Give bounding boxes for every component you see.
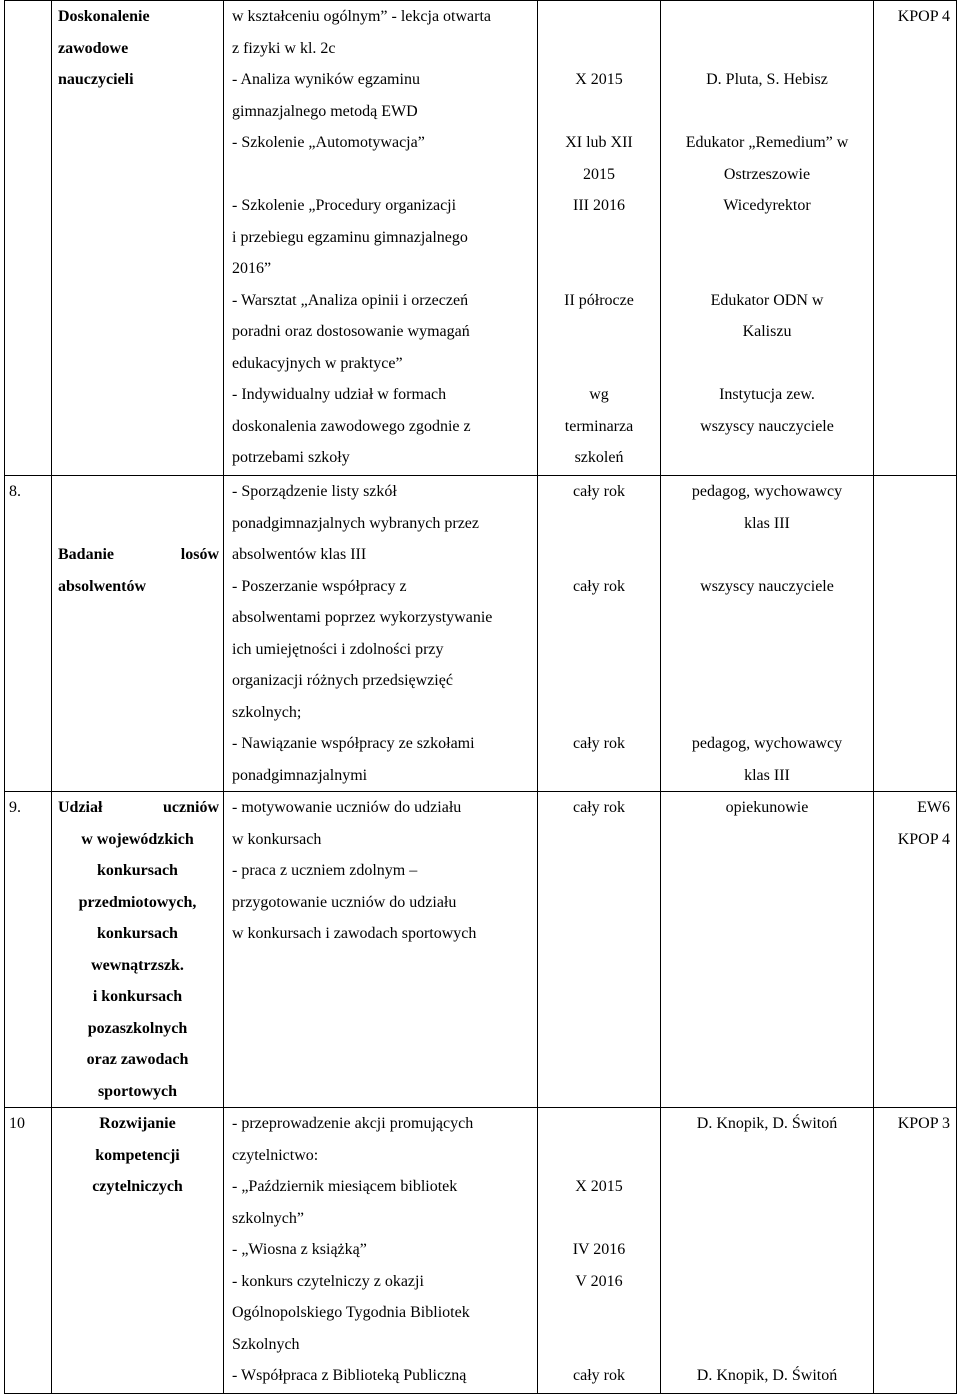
activity-line: absolwentów klas III (232, 546, 367, 563)
activity-line: absolwentami poprzez wykorzystywanie (232, 609, 493, 626)
row-number (9, 1, 51, 33)
term-line: X 2015 (575, 71, 623, 88)
term-line (538, 1329, 660, 1361)
term-line (538, 316, 660, 348)
term-line: X 2015 (575, 1178, 623, 1195)
topic-cell (52, 1, 224, 476)
responsible-line (661, 1171, 873, 1203)
topic-line: kompetencji (95, 1146, 180, 1164)
term-line: cały rok (573, 577, 625, 595)
topic-line: oraz zawodach (86, 1051, 189, 1068)
term-line: cały rok (573, 483, 625, 500)
responsible-line: D. Knopik, D. Świtoń (696, 1115, 838, 1132)
responsible-line: klas III (744, 766, 790, 784)
activity-line: - Sporządzenie listy szkół (232, 483, 397, 500)
topic-cell (52, 1108, 224, 1394)
responsible-line: opiekunowie (725, 799, 809, 816)
responsible-line: D. Pluta, S. Hebisz (706, 71, 828, 88)
table-row (5, 1108, 957, 1394)
indicator-line: KPOP 3 (897, 1115, 950, 1132)
row-number-cell (5, 476, 52, 792)
term-cell (538, 1, 661, 476)
responsible-cell (661, 1108, 874, 1394)
term-line (538, 1297, 660, 1329)
term-line: V 2016 (575, 1272, 623, 1290)
term-line: terminarza (564, 417, 634, 435)
activity-line: - przeprowadzenie akcji promujących (232, 1115, 474, 1132)
term-line (538, 33, 660, 65)
term-line (538, 1, 660, 33)
responsible-line: pedagog, wychowawcy (691, 483, 843, 500)
term-line: wg (589, 386, 609, 403)
term-line (538, 697, 660, 729)
topic-line: konkursach (97, 862, 178, 879)
activity-line: poradni oraz dostosowanie wymagań (232, 323, 470, 340)
responsible-line: D. Knopik, D. Świtoń (696, 1367, 838, 1384)
responsible-line: pedagog, wychowawcy (691, 735, 843, 752)
activity-line: Ogólnopolskiego Tygodnia Bibliotek (232, 1304, 470, 1321)
topic-line (52, 508, 223, 540)
responsible-line (661, 1266, 873, 1298)
indicator-line: KPOP 4 (897, 8, 950, 25)
indicator-cell (874, 792, 957, 1108)
term-line (538, 602, 660, 634)
activity-line: w konkursach (232, 830, 322, 848)
plan-table (4, 0, 957, 1394)
activity-line: edukacyjnych w praktyce” (232, 354, 403, 372)
term-line (538, 508, 660, 540)
activity-line: - praca z uczniem zdolnym – (232, 862, 418, 879)
responsible-line: Ostrzeszowie (723, 165, 811, 183)
term-cell (538, 1108, 661, 1394)
term-cell (538, 792, 661, 1108)
responsible-cell (661, 476, 874, 792)
activity-line: gimnazjalnego metodą EWD (232, 102, 418, 120)
activity-line: - Analiza wyników egzaminu (232, 71, 420, 88)
term-line: II półrocze (564, 291, 634, 309)
responsible-line: Edukator ODN w (710, 291, 824, 309)
term-line: XI lub XII (565, 134, 633, 151)
responsible-line (661, 1234, 873, 1266)
activity-line: - Szkolenie „Automotywacja” (232, 134, 425, 151)
responsible-line (661, 1297, 873, 1329)
term-line (538, 222, 660, 254)
topic-line: przedmiotowych, (78, 893, 197, 911)
term-line (538, 253, 660, 285)
term-line: szkoleń (574, 449, 624, 466)
responsible-line (661, 253, 873, 285)
topic-line: nauczycieli (58, 71, 134, 88)
activity-line: czytelnictwo: (232, 1146, 319, 1164)
activity-line: w konkursach i zawodach sportowych (232, 925, 477, 942)
term-line: III 2016 (573, 197, 625, 214)
row-number: 8. (9, 483, 21, 500)
term-line (538, 634, 660, 666)
responsible-line: Edukator „Remedium” w (685, 134, 849, 151)
term-line (538, 348, 660, 380)
topic-line (52, 476, 223, 508)
activity-line: przygotowanie uczniów do udziału (232, 893, 457, 911)
topic-line: konkursach (97, 925, 178, 942)
topic-line: Doskonalenie (58, 8, 150, 25)
indicator-cell (874, 1, 957, 476)
term-line (538, 539, 660, 571)
activity-line (232, 159, 537, 191)
activity-line: - Warsztat „Analiza opinii i orzeczeń (232, 291, 469, 309)
responsible-line (661, 348, 873, 380)
activity-line: 2016” (232, 260, 272, 277)
topic-line: sportowych (97, 1082, 178, 1100)
activity-line: ponadgimnazjalnych wybranych przez (232, 514, 480, 532)
row-number-cell (5, 1, 52, 476)
term-line: cały rok (573, 1367, 625, 1384)
topic-line: pozaszkolnych (87, 1019, 188, 1037)
activity-line: i przebiegu egzaminu gimnazjalnego (232, 228, 468, 246)
row-number: 10 (9, 1115, 25, 1132)
topic-line: i konkursach (92, 988, 183, 1005)
topic-line: czytelniczych (92, 1178, 183, 1195)
term-line (538, 1140, 660, 1172)
activity-line: - motywowanie uczniów do udziału (232, 799, 462, 816)
responsible-line (661, 222, 873, 254)
activity-line: - Nawiązanie współpracy ze szkołami (232, 735, 475, 752)
responsible-line (661, 602, 873, 634)
activity-line: ich umiejętności i zdolności przy (232, 640, 444, 658)
activity-line: - Indywidualny udział w formach (232, 386, 447, 403)
activity-line: ponadgimnazjalnymi (232, 766, 368, 784)
responsible-line (661, 1203, 873, 1235)
indicator-line: KPOP 4 (897, 830, 950, 848)
responsible-line (661, 665, 873, 697)
term-line (538, 96, 660, 128)
topic-line: Rozwijanie (99, 1115, 176, 1132)
table-row (5, 1, 957, 476)
responsible-line (661, 1, 873, 33)
activity-line: - Poszerzanie współpracy z (232, 577, 407, 595)
activity-line: potrzebami szkoły (232, 449, 350, 466)
plan-table-body (5, 1, 957, 1394)
activity-line: szkolnych” (232, 1209, 304, 1227)
activity-line: organizacji różnych przedsięwzięć (232, 672, 453, 689)
row-number: 9. (9, 799, 21, 816)
responsible-line: Kaliszu (742, 323, 792, 340)
responsible-line: wszyscy nauczyciele (700, 577, 834, 595)
activities-cell (224, 1108, 538, 1394)
responsible-line: Instytucja zew. (719, 386, 815, 403)
responsible-line (661, 33, 873, 65)
responsible-line: Wicedyrektor (723, 197, 811, 214)
responsible-line (661, 1329, 873, 1361)
term-line (538, 760, 660, 792)
topic-line: absolwentów (58, 577, 147, 595)
topic-cell (52, 792, 224, 1108)
activity-line: w kształceniu ogólnym” - lekcja otwarta (232, 8, 492, 25)
activity-line: z fizyki w kl. 2c (232, 39, 336, 57)
topic-line: Udział uczniów (58, 799, 219, 816)
activities-cell (224, 476, 538, 792)
term-line: IV 2016 (572, 1241, 626, 1258)
indicator-line: EW6 (917, 799, 950, 816)
responsible-line (661, 634, 873, 666)
responsible-line (661, 96, 873, 128)
responsible-line (661, 539, 873, 571)
activity-line: szkolnych; (232, 703, 302, 721)
activity-line: - „Październik miesiącem bibliotek (232, 1178, 458, 1195)
activity-line: - Współpraca z Biblioteką Publiczną (232, 1367, 467, 1384)
activity-line: - Szkolenie „Procedury organizacji (232, 197, 457, 214)
activity-line: doskonalenia zawodowego zgodnie z (232, 417, 471, 435)
topic-cell (52, 476, 224, 792)
term-line: cały rok (573, 799, 625, 816)
topic-line: Badanie losów (58, 546, 219, 563)
row-number-cell (5, 792, 52, 1108)
responsible-cell (661, 792, 874, 1108)
activity-line: - konkurs czytelniczy z okazji (232, 1272, 424, 1290)
term-line (538, 1203, 660, 1235)
row-number-cell (5, 1108, 52, 1394)
term-line: 2015 (583, 165, 615, 183)
responsible-line (661, 1140, 873, 1172)
responsible-cell (661, 1, 874, 476)
indicator-cell (874, 476, 957, 792)
term-line (538, 1108, 660, 1140)
activities-cell (224, 792, 538, 1108)
responsible-line: klas III (744, 514, 790, 532)
activity-line: Szkolnych (232, 1335, 300, 1353)
activities-cell (224, 1, 538, 476)
topic-line: wewnątrzszk. (91, 956, 184, 974)
indicator-cell (874, 1108, 957, 1394)
term-line (538, 665, 660, 697)
table-row (5, 476, 957, 792)
table-row (5, 792, 957, 1108)
term-line: cały rok (573, 735, 625, 752)
responsible-line (661, 442, 873, 474)
responsible-line (661, 697, 873, 729)
topic-line: zawodowe (58, 39, 129, 57)
term-cell (538, 476, 661, 792)
responsible-line: wszyscy nauczyciele (700, 417, 834, 435)
topic-line: w wojewódzkich (81, 830, 194, 848)
activity-line: - „Wiosna z książką” (232, 1241, 367, 1258)
